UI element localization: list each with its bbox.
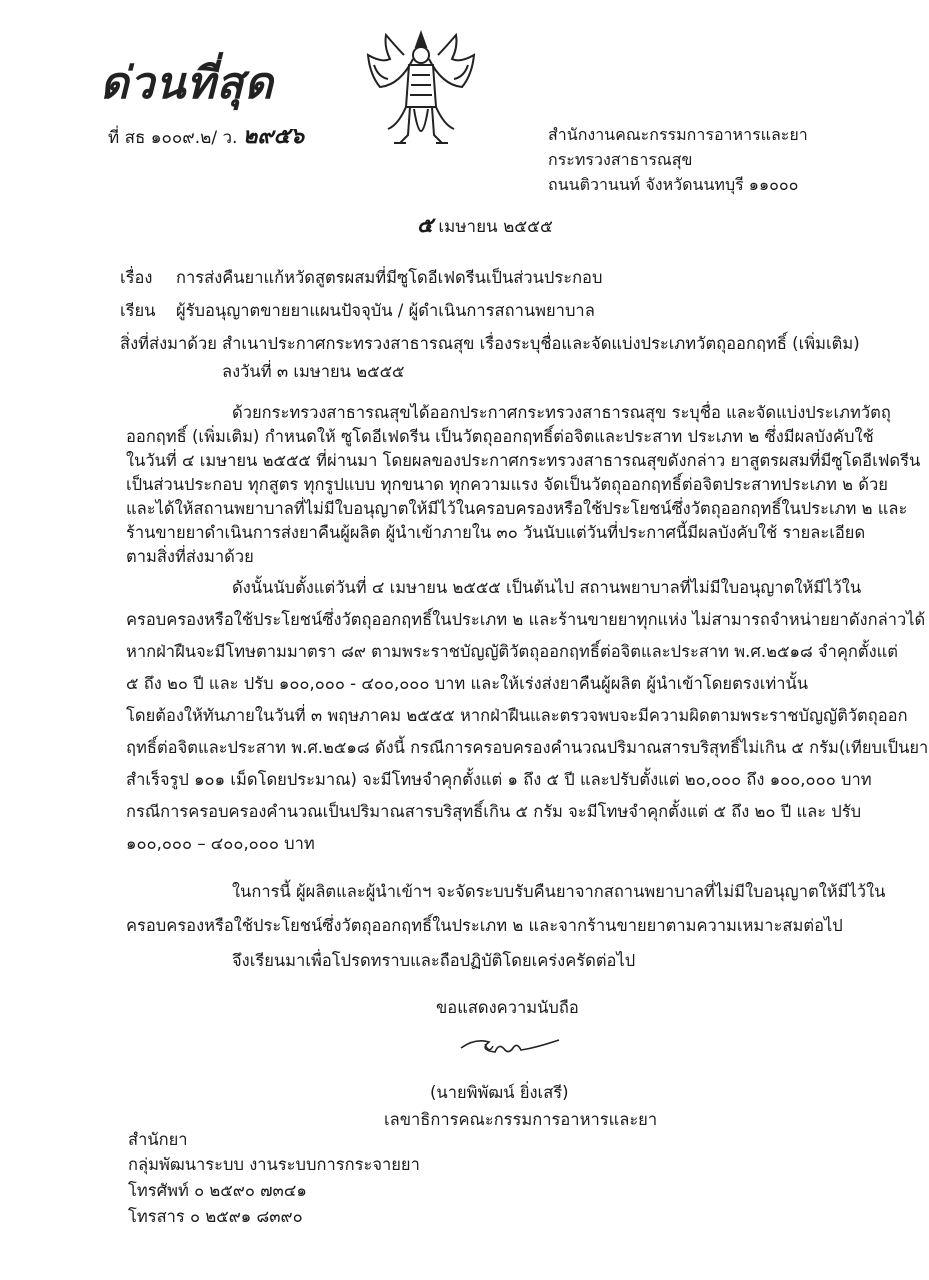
paragraph-2-line: หากฝ่าฝืนจะมีโทษตามมาตรา ๘๙ ตามพระราชบัญญัติวัตถุออกฤทธิ์ต่อจิตและประสาท พ.ศ.๒๕๑๘ จำคุกตั้งแต่ (126, 642, 898, 661)
footer-phone: โทรศัพท์ ๐ ๒๕๙๐ ๗๓๔๑ (128, 1181, 307, 1200)
footer-office: สำนักยา (128, 1130, 188, 1149)
paragraph-2-line: ครอบครองหรือใช้ประโยชน์ซึ่งวัตถุออกฤทธิ์ในประเภท ๒ และร้านขายยาทุกแห่ง ไม่สามารถจำหน่ายยาดังกล่าวได้ (126, 610, 926, 629)
urgency-stamp: ด่วนที่สุด (100, 58, 274, 109)
date-day: ๕ (417, 213, 433, 237)
paragraph-2-line: สำเร็จรูป ๑๐๑ เม็ดโดยประมาณ) จะมีโทษจำคุกตั้งแต่ ๑ ถึง ๕ ปี และปรับตั้งแต่ ๒๐,๐๐๐ ถึง ๑๐๐,๐๐๐ บาท (126, 770, 872, 789)
ministry-name: กระทรวงสาธารณสุข (548, 150, 693, 169)
paragraph-2-line: ฤทธิ์ต่อจิตและประสาท พ.ศ.๒๕๑๘ ดังนี้ กรณีการครอบครองคำนวณปริมาณสารบริสุทธิ์ไม่เกิน ๕ กรัม(เทียบเป็นยา (126, 738, 929, 757)
signatory-position: เลขาธิการคณะกรรมการอาหารและยา (384, 1110, 658, 1129)
date-month-year: เมษายน ๒๕๕๕ (438, 217, 553, 237)
footer-fax: โทรสาร ๐ ๒๕๙๑ ๘๓๙๐ (128, 1207, 303, 1226)
paragraph-3-line: ครอบครองหรือใช้ประโยชน์ซึ่งวัตถุออกฤทธิ์ในประเภท ๒ และจากร้านขายยาตามความเหมาะสมต่อไป (126, 916, 843, 935)
garuda-emblem-icon (360, 25, 482, 165)
paragraph-3-line: ในการนี้ ผู้ผลิตและผู้นำเข้าฯ จะจัดระบบรับคืนยาจากสถานพยาบาลที่ไม่มีใบอนุญาตให้มีไว้ใน (232, 882, 886, 901)
paragraph-1-line: ตามสิ่งที่ส่งมาด้วย (126, 547, 254, 566)
closing-request: จึงเรียนมาเพื่อโปรดทราบและถือปฏิบัติโดยเคร่งครัดต่อไป (232, 951, 636, 970)
letter-date (417, 209, 553, 242)
recipient-label: เรียน (120, 301, 156, 320)
signature-icon (455, 1030, 565, 1060)
paragraph-1-line: ออกฤทธิ์ (เพิ่มเติม) กำหนดให้ ซูโดอีเฟดรีน เป็นวัตถุออกฤทธิ์ต่อจิตและประสาท ประเภท ๒ ซึ่งมีผลบังคับใช้ (126, 427, 874, 446)
paragraph-2-line: โดยต้องให้ทันภายในวันที่ ๓ พฤษภาคม ๒๕๕๕ หากฝ่าฝืนและตรวจพบจะมีความผิดตามพระราชบัญญัติวัตถุออก (126, 706, 908, 725)
subject-text: การส่งคืนยาแก้หวัดสูตรผสมที่มีซูโดอีเฟดรีนเป็นส่วนประกอบ (176, 268, 603, 287)
signatory-name: (นายพิพัฒน์ ยิ่งเสรี) (430, 1083, 569, 1102)
paragraph-1-line: และได้ให้สถานพยาบาลที่ไม่มีใบอนุญาตให้มีไว้ในครอบครองหรือใช้ประโยชน์ซึ่งวัตถุออกฤทธิ์ในประเภท ๒ และ (126, 499, 908, 518)
document-number-value: ๒๙๕๖ (242, 124, 305, 149)
enclosure-label: สิ่งที่ส่งมาด้วย (120, 334, 217, 353)
paragraph-1-line: ในวันที่ ๔ เมษายน ๒๕๕๕ ที่ผ่านมา โดยผลของประกาศกระทรวงสาธารณสุขดังกล่าว ยาสูตรผสมที่มีซูโดอีเฟดรีน (126, 451, 921, 470)
footer-division: กลุ่มพัฒนาระบบ งานระบบการกระจายยา (128, 1155, 420, 1174)
agency-address: ถนนติวานนท์ จังหวัดนนทบุรี ๑๑๐๐๐ (548, 175, 799, 194)
paragraph-2-line: ๕ ถึง ๒๐ ปี และ ปรับ ๑๐๐,๐๐๐ - ๔๐๐,๐๐๐ บาท และให้เร่งส่งยาคืนผู้ผลิต ผู้นำเข้าโดยตรงเท่านั้น (126, 674, 809, 693)
paragraph-1-line: ร้านขายยาดำเนินการส่งยาคืนผู้ผลิต ผู้นำเข้าภายใน ๓๐ วันนับแต่วันที่ประกาศนี้มีผลบังคับใช้ รายละเอียด (126, 523, 866, 542)
agency-name: สำนักงานคณะกรรมการอาหารและยา (548, 125, 808, 144)
enclosure-line-1: สำเนาประกาศกระทรวงสาธารณสุข เรื่องระบุชื่อและจัดแบ่งประเภทวัตถุออกฤทธิ์ (เพิ่มเติม) (222, 334, 860, 353)
paragraph-2-line: ดังนั้นนับตั้งแต่วันที่ ๔ เมษายน ๒๕๕๕ เป็นต้นไป สถานพยาบาลที่ไม่มีใบอนุญาตให้มีไว้ใน (232, 578, 862, 597)
paragraph-1-line: ด้วยกระทรวงสาธารณสุขได้ออกประกาศกระทรวงสาธารณสุข ระบุชื่อ และจัดแบ่งประเภทวัตถุ (232, 403, 891, 422)
paragraph-2-line: ๑๐๐,๐๐๐ – ๔๐๐,๐๐๐ บาท (126, 834, 315, 853)
subject-label: เรื่อง (120, 268, 153, 287)
enclosure-line-2: ลงวันที่ ๓ เมษายน ๒๕๕๕ (222, 362, 405, 381)
document-number (108, 118, 304, 153)
paragraph-2-line: กรณีการครอบครองคำนวณเป็นปริมาณสารบริสุทธิ์เกิน ๕ กรัม จะมีโทษจำคุกตั้งแต่ ๕ ถึง ๒๐ ปี และ ปรับ (126, 802, 862, 821)
regards: ขอแสดงความนับถือ (436, 998, 579, 1017)
document-number-prefix: ที่ สธ ๑๐๐๙.๒/ ว. (108, 128, 238, 148)
recipient-text: ผู้รับอนุญาตขายยาแผนปัจจุบัน / ผู้ดำเนินการสถานพยาบาล (176, 301, 595, 320)
paragraph-1-line: เป็นส่วนประกอบ ทุกสูตร ทุกรูปแบบ ทุกขนาด ทุกความแรง จัดเป็นวัตถุออกฤทธิ์ต่อจิตประสาทประเภท ๒ ด้วย (126, 475, 888, 494)
